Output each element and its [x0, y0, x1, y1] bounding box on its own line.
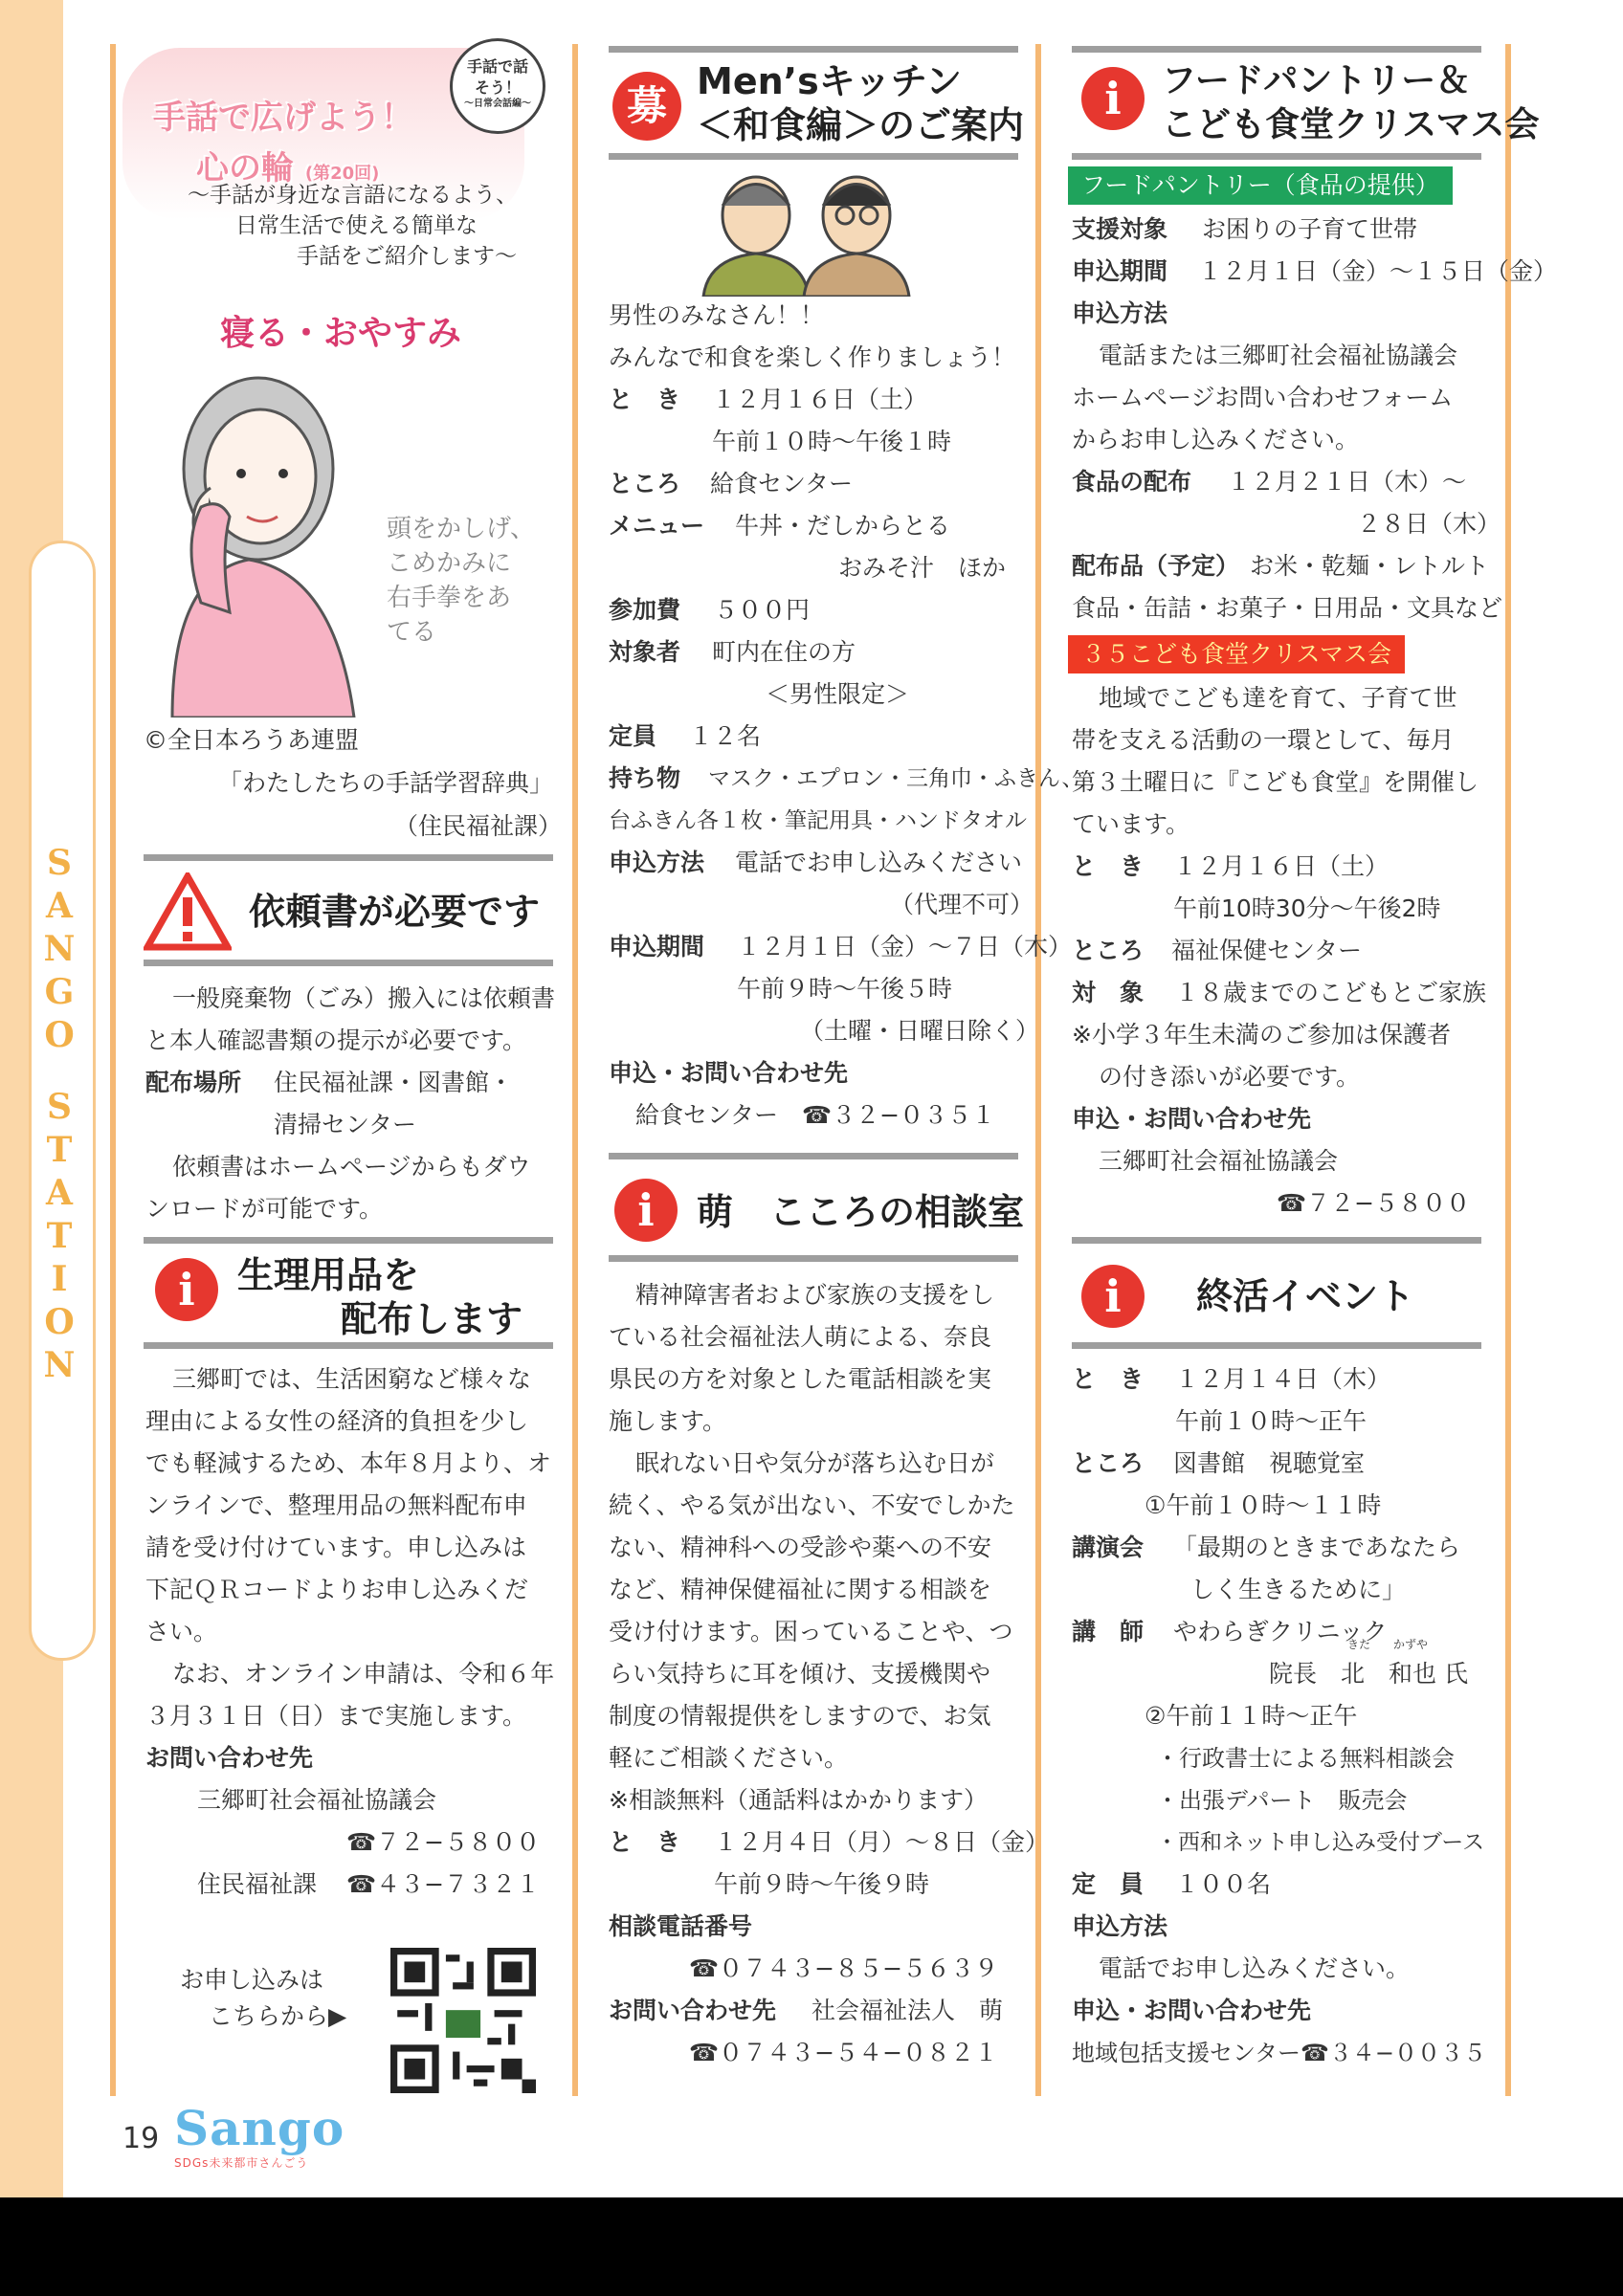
- body-line: 制度の情報提供をしますので、お気: [609, 1702, 991, 1730]
- label: 申込期間: [1072, 257, 1168, 285]
- section-rule: [144, 960, 553, 966]
- value: おみそ汁 ほか: [838, 554, 1007, 582]
- letter-gap: [40, 1057, 78, 1086]
- label: 持ち物: [609, 764, 681, 792]
- value: 福祉保健センター: [1171, 937, 1363, 964]
- body-line: 電話または三郷町社会福祉協議会: [1099, 342, 1458, 369]
- value: ②午前１１時〜正午: [1145, 1702, 1358, 1730]
- body-line: 軽にご相談ください。: [609, 1744, 849, 1772]
- letter: G: [44, 972, 75, 1012]
- letter: N: [43, 1345, 76, 1385]
- bubble-sub: 〜日常会話編〜: [464, 99, 531, 109]
- section-title: こども食堂クリスマス会: [1162, 105, 1540, 144]
- bubble-text: 手話で話そう！: [466, 57, 528, 97]
- body-line: 続く、やる気が出ない、不安でしかた: [609, 1491, 1015, 1519]
- value: １２月１４日（木）: [1175, 1365, 1391, 1393]
- body-line: ３月３１日（日）まで実施します。: [145, 1702, 527, 1730]
- qr-caption: お申し込みは: [180, 1966, 324, 1994]
- phone: ☎７２−５８００: [346, 1828, 541, 1856]
- value: やわらぎクリニック: [1173, 1618, 1388, 1645]
- body-line: など、精神保健福祉に関する相談を: [609, 1576, 992, 1603]
- label: お問い合わせ先: [145, 1744, 314, 1772]
- label: と き: [609, 1828, 681, 1856]
- sango-logo-sub: SDGs未来都市さんごう: [174, 2156, 309, 2170]
- bullet-item: ・西和ネット申し込み受付ブース: [1156, 1830, 1485, 1855]
- value: １００名: [1175, 1870, 1272, 1898]
- value: 食品・缶詰・お菓子・日用品・文具など: [1072, 594, 1503, 622]
- letter: S: [47, 1087, 72, 1127]
- body-line: 第３土曜日に『こども食堂』を開催し: [1072, 768, 1479, 796]
- value: 電話でお申し込みください: [735, 849, 1023, 876]
- body-line: ない、精神科への受診や薬への不安: [609, 1534, 992, 1561]
- section-rule: [609, 153, 1018, 160]
- label: 申込方法: [1072, 1912, 1168, 1940]
- sango-station-label: [40, 842, 78, 1387]
- section-title: 依頼書が必要です: [249, 891, 541, 933]
- section-title: ＜和食編＞のご案内: [697, 104, 1025, 146]
- body-line: ホームページお問い合わせフォーム: [1072, 384, 1454, 411]
- value: １２月２１日（木）〜: [1227, 468, 1467, 496]
- label: 定員: [609, 722, 657, 750]
- body-line: ている社会福祉法人萌による、奈良: [609, 1323, 992, 1351]
- section-title: 配布します: [341, 1298, 523, 1340]
- sign-title: 手話で広げよう！: [153, 99, 413, 137]
- section-rule: [1072, 153, 1481, 160]
- value: １２名: [689, 722, 762, 750]
- letter: S: [47, 843, 72, 883]
- label: 申込・お問い合わせ先: [609, 1059, 849, 1087]
- body-line: でも軽減するため、本年８月より、オ: [145, 1449, 552, 1477]
- value: 給食センター: [710, 470, 854, 497]
- label: 申込・お問い合わせ先: [1072, 1997, 1312, 2024]
- qr-code[interactable]: [390, 1948, 536, 2093]
- gesture-line: てる: [387, 618, 437, 647]
- body-line: 施します。: [609, 1407, 727, 1435]
- label: お問い合わせ先: [609, 1997, 777, 2024]
- intro-line: 手話をご紹介します〜: [297, 244, 517, 269]
- value: 三郷町社会福祉協議会: [197, 1786, 437, 1814]
- section-title: 生理用品を: [237, 1254, 420, 1296]
- bottom-bar: [0, 2197, 1623, 2296]
- info-icon: i: [1081, 67, 1145, 130]
- column-divider: [572, 44, 578, 2096]
- woman-illustration: [144, 364, 373, 718]
- intro-line: 日常生活で使える簡単な: [235, 213, 478, 238]
- phone: ☎０７４３−５４−０８２１: [689, 2039, 999, 2066]
- sango-logo: Sango: [174, 2100, 345, 2156]
- food-pantry-tag: フードパントリー（食品の提供）: [1068, 166, 1453, 205]
- value: 給食センター ☎３２−０３５１: [635, 1101, 996, 1129]
- value: １２月４日（月）〜８日（金）: [714, 1828, 1050, 1856]
- gesture-line: 右手拳をあ: [387, 584, 512, 612]
- qr-caption: こちらから▶: [209, 2002, 347, 2030]
- value: 地域包括支援センター☎３４−００３５: [1072, 2040, 1487, 2066]
- value: マスク・エプロン・三角巾・ふきん、: [708, 766, 1084, 791]
- gesture-line: こめかみに: [387, 549, 512, 578]
- label: 申込方法: [1072, 299, 1168, 327]
- value: １２月１６日（土）: [712, 386, 928, 413]
- info-icon: i: [155, 1258, 218, 1321]
- section-rule: [609, 1153, 1018, 1159]
- value: 「最期のときまであなたら: [1173, 1534, 1461, 1561]
- section-rule: [1072, 1342, 1481, 1349]
- sign-word: 寝る・おやすみ: [220, 314, 462, 353]
- column-divider: [110, 44, 116, 2096]
- value: お困りの子育て世帯: [1202, 215, 1418, 243]
- body-line: ています。: [1072, 810, 1190, 838]
- talk-bubble: [450, 38, 545, 134]
- section-title: フードパントリー＆: [1162, 61, 1471, 100]
- letter: T: [46, 1216, 73, 1256]
- value: （代理不可）: [890, 891, 1034, 918]
- body-line: 男性のみなさん！！: [609, 301, 825, 329]
- section-rule: [609, 46, 1018, 53]
- section-rule: [144, 1342, 553, 1349]
- value: 三郷町社会福祉協議会: [1099, 1147, 1339, 1175]
- label: ところ: [609, 470, 681, 497]
- label: ところ: [1072, 1449, 1145, 1477]
- body-line: 精神障害者および家族の支援をし: [635, 1281, 995, 1309]
- body-line: 請を受け付けています。申し込みは: [145, 1534, 527, 1561]
- letter: O: [44, 1015, 75, 1055]
- label: 講 師: [1072, 1618, 1145, 1645]
- body-line: 依頼書はホームページからもダウ: [172, 1153, 531, 1181]
- intro-line: 〜手話が身近な言語になるよう、: [188, 183, 518, 208]
- info-icon: i: [614, 1179, 678, 1242]
- body-line: ンラインで、整理用品の無料配布申: [145, 1491, 527, 1519]
- value: 午前１０時〜午後１時: [712, 428, 952, 455]
- sign-series: (第20回): [304, 164, 380, 184]
- value: １２月１６日（土）: [1173, 852, 1390, 880]
- warning-icon: [144, 872, 232, 951]
- body-line: みんなで和食を楽しく作りましょう！: [609, 343, 1016, 371]
- value: 台ふきん各１枚・筆記用具・ハンドタオル: [609, 808, 1027, 833]
- bullet-item: ・行政書士による無料相談会: [1156, 1745, 1455, 1772]
- label: と き: [1072, 1365, 1145, 1393]
- section-rule: [1072, 46, 1481, 53]
- label: 支援対象: [1072, 215, 1168, 243]
- label: 申込方法: [609, 849, 705, 876]
- value: 午前10時30分〜午後2時: [1173, 894, 1441, 922]
- body-line: さい。: [145, 1618, 218, 1645]
- body-line: ※相談無料（通話料はかかります）: [609, 1786, 988, 1814]
- letter: A: [46, 1173, 73, 1213]
- credit: 「わたしたちの手話学習辞典」: [218, 769, 554, 797]
- value: ①午前１０時〜１１時: [1145, 1491, 1382, 1519]
- kodomo-shokudo-tag: ３５こども食堂クリスマス会: [1068, 635, 1405, 673]
- section-rule: [1072, 1237, 1481, 1244]
- value: ＜男性限定＞: [766, 680, 910, 708]
- value: 町内在住の方: [712, 638, 856, 666]
- value: お米・乾麺・レトルト: [1250, 552, 1490, 580]
- phone: ☎７２−５８００: [1277, 1189, 1471, 1217]
- body-line: なお、オンライン申請は、令和６年: [172, 1660, 555, 1688]
- note: の付き添いが必要です。: [1099, 1063, 1361, 1091]
- label: 申込期間: [609, 933, 705, 960]
- value: ５００円: [714, 596, 811, 624]
- body-line: 受け付けます。困っていることや、つ: [609, 1618, 1013, 1645]
- body-line: 一般廃棄物（ごみ）搬入には依頼書: [172, 984, 556, 1012]
- label: ところ: [1072, 937, 1145, 964]
- label: 参加費: [609, 596, 681, 624]
- value: 電話でお申し込みください。: [1099, 1954, 1411, 1982]
- section-rule: [144, 854, 553, 861]
- section-title: 萌 こころの相談室: [697, 1191, 1025, 1233]
- info-icon: i: [1081, 1265, 1145, 1328]
- value: １８歳までのこどもとご家族: [1175, 979, 1487, 1006]
- column-divider: [1035, 44, 1041, 2096]
- body-line: と本人確認書類の提示が必要です。: [145, 1027, 527, 1054]
- sign-title-main: 心の輪: [196, 149, 294, 188]
- value: （土曜・日曜日除く）: [800, 1017, 1040, 1045]
- body-line: らい気持ちに耳を傾け、支援機関や: [609, 1660, 991, 1688]
- label: 申込・お問い合わせ先: [1072, 1105, 1312, 1133]
- letter: I: [51, 1259, 68, 1299]
- label: 定 員: [1072, 1870, 1145, 1898]
- value: 社会福祉法人 萌: [812, 1997, 1004, 2024]
- letter: A: [46, 886, 73, 926]
- value: 清掃センター: [274, 1111, 417, 1138]
- body-line: 帯を支える活動の一環として、毎月: [1072, 726, 1455, 754]
- label: 食品の配布: [1072, 468, 1192, 496]
- value: １２月１日（金）〜１５日（金）: [1198, 257, 1558, 285]
- value: １２月１日（金）〜７日（木）: [737, 933, 1073, 960]
- label: と き: [609, 386, 681, 413]
- ruby: きた かずや: [1347, 1638, 1429, 1651]
- body-line: 下記ＱＲコードよりお申し込みくだ: [145, 1576, 529, 1603]
- body-line: 眠れない日や気分が落ち込む日が: [635, 1449, 995, 1477]
- value: 午前１０時〜正午: [1175, 1407, 1367, 1435]
- gesture-line: 頭をかしげ、: [387, 515, 535, 543]
- credit: ©全日本ろうあ連盟: [144, 726, 360, 754]
- bullet-item: ・出張デパート 販売会: [1156, 1787, 1408, 1814]
- label: メニュー: [609, 512, 705, 540]
- value: 午前９時〜午後５時: [737, 975, 953, 1003]
- label: 相談電話番号: [609, 1912, 753, 1940]
- letter: O: [44, 1302, 75, 1342]
- section-title: Men’sキッチン: [697, 60, 963, 102]
- value: 院長 北 和也 氏: [1269, 1660, 1468, 1688]
- page-number: 19: [122, 2122, 160, 2155]
- chefs-illustration: [689, 163, 928, 297]
- column-divider: [1505, 44, 1511, 2096]
- body-line: からお申し込みください。: [1072, 426, 1360, 453]
- body-line: 地域でこども達を育て、子育て世: [1099, 684, 1457, 712]
- value: ２８日（木）: [1357, 510, 1501, 538]
- letter: T: [46, 1130, 73, 1170]
- value: 牛丼・だしからとる: [735, 512, 951, 540]
- body-line: 三郷町では、生活困窮など様々な: [172, 1365, 532, 1393]
- value: 午前９時〜午後９時: [714, 1870, 930, 1898]
- label: 対象者: [609, 638, 681, 666]
- body-line: ンロードが可能です。: [145, 1195, 384, 1223]
- section-rule: [144, 1237, 553, 1244]
- section-title: 終活イベント: [1196, 1275, 1415, 1317]
- label: 配布場所: [145, 1069, 242, 1096]
- value: 図書館 視聴覚室: [1173, 1449, 1366, 1477]
- value: 住民福祉課: [197, 1870, 318, 1898]
- value: 住民福祉課・図書館・: [274, 1069, 514, 1096]
- label: 講演会: [1072, 1534, 1145, 1561]
- value: しく生きるために」: [1190, 1576, 1407, 1603]
- section-rule: [609, 1255, 1018, 1262]
- phone: ☎０７４３−８５−５６３９: [689, 1954, 999, 1982]
- label: 対 象: [1072, 979, 1145, 1006]
- note: ※小学３年生未満のご参加は保護者: [1072, 1021, 1451, 1049]
- label: と き: [1072, 852, 1145, 880]
- letter: N: [43, 929, 76, 969]
- label: 配布品（予定）: [1072, 552, 1240, 580]
- recruit-icon: 募: [612, 72, 681, 141]
- credit: （住民福祉課）: [394, 812, 563, 840]
- body-line: 県民の方を対象とした電話相談を実: [609, 1365, 992, 1393]
- gesture-description: [387, 512, 535, 650]
- phone: ☎４３−７３２１: [346, 1870, 541, 1898]
- body-line: 理由による女性の経済的負担を少し: [145, 1407, 529, 1435]
